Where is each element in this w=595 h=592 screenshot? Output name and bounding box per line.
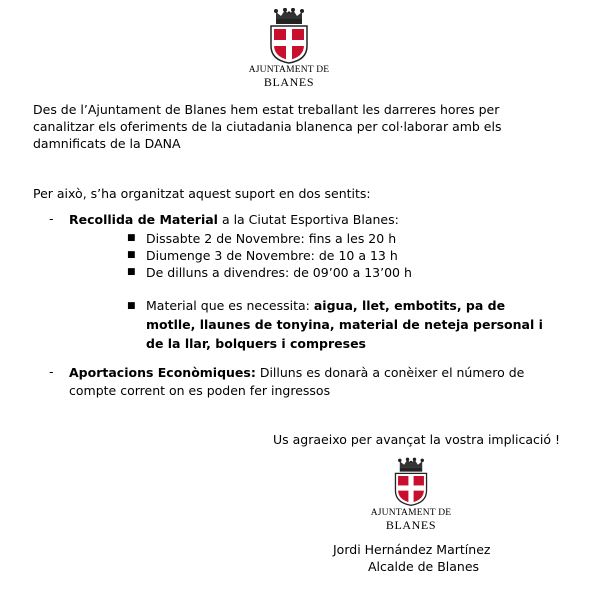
section2-heading <box>69 364 524 381</box>
material-list-1: aigua, llet, embotits, pa de <box>313 298 506 313</box>
thanks-text: Us agraeixo per avançat la vostra implicació ! <box>273 432 560 447</box>
material-label: Material que es necessita: <box>146 298 314 313</box>
bullet-icon: ■ <box>127 233 136 243</box>
section1-title: Recollida de Material <box>69 212 218 227</box>
intro-paragraph <box>33 101 502 152</box>
section1-dash: - <box>49 211 54 226</box>
section1-heading <box>69 211 399 228</box>
blanes-coat-of-arms-icon <box>392 457 430 507</box>
schedule-item: De dilluns a divendres: de 09’00 a 13’00 h <box>146 265 412 280</box>
bullet-icon: ■ <box>127 301 136 311</box>
section2-title: Aportacions Econòmiques: <box>69 365 256 380</box>
schedule-item: Dissabte 2 de Novembre: fins a les 20 h <box>146 231 397 246</box>
header-logo-line1: AJUNTAMENT DE <box>248 65 330 75</box>
intro-line: canalitzar els oferiments de la ciutadania blanenca per col·laborar amb els <box>33 119 502 134</box>
bullet-icon: ■ <box>127 250 136 260</box>
material-list-3: de la llar, bolquers i compreses <box>146 336 366 351</box>
header-logo <box>241 8 337 89</box>
support-intro: Per això, s’ha organitzat aquest suport en dos sentits: <box>33 186 371 201</box>
header-logo-line2: BLANES <box>263 75 315 89</box>
blanes-coat-of-arms-icon <box>267 8 311 64</box>
section2-text-line2: compte corrent on es poden fer ingressos <box>69 383 331 398</box>
section2-dash: - <box>49 364 54 379</box>
material-list-2: motlle, llaunes de tonyina, material de neteja personal i <box>146 317 543 332</box>
schedule-item: Diumenge 3 de Novembre: de 10 a 13 h <box>146 248 398 263</box>
section1-location: a la Ciutat Esportiva Blanes: <box>217 212 399 227</box>
footer-logo <box>363 457 459 532</box>
signature-name: Jordi Hernández Martínez <box>333 542 491 557</box>
footer-logo-line1: AJUNTAMENT DE <box>370 508 452 518</box>
footer-logo-line2: BLANES <box>385 518 437 532</box>
signature-role: Alcalde de Blanes <box>368 559 480 574</box>
bullet-icon: ■ <box>127 267 136 277</box>
intro-line: damnificats de la DANA <box>33 136 181 151</box>
section2-text: Dilluns es donarà a conèixer el número de <box>255 365 525 380</box>
material-needed <box>146 296 566 353</box>
intro-line: Des de l’Ajuntament de Blanes hem estat treballant les darreres hores per <box>33 102 500 117</box>
